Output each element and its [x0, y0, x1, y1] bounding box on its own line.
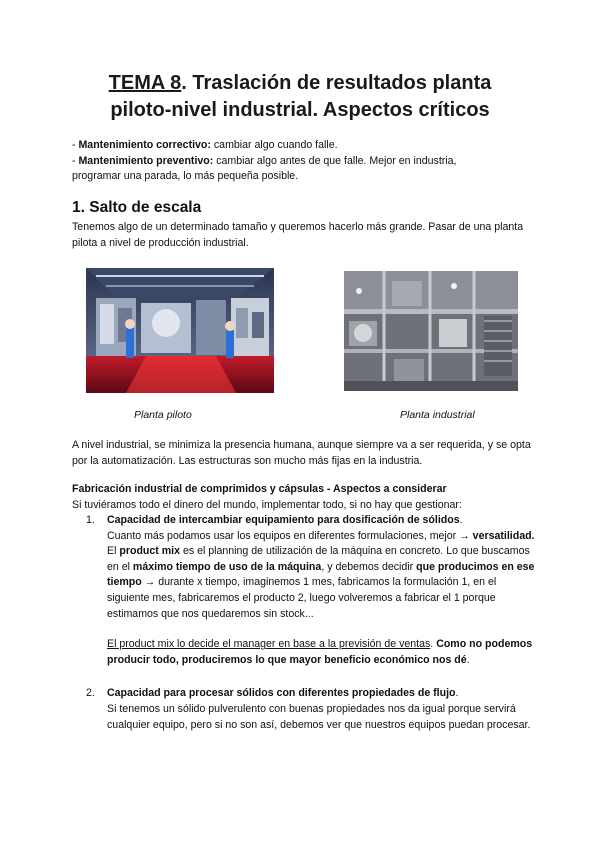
fabrication-sub: Si tuviéramos todo el dinero del mundo, implementar todo, si no hay que gestionar:	[72, 498, 462, 511]
title-prefix: TEMA 8	[108, 72, 182, 94]
industrial-plant-photo	[344, 271, 518, 391]
title-line2: piloto-nivel industrial. Aspectos críticos	[110, 99, 490, 121]
page-title	[60, 70, 540, 124]
caption-industrial: Planta industrial	[400, 409, 475, 421]
section-paragraph: Tenemos algo de un determinado tamaño y queremos hacerlo más grande. Pasar de una planta pilota a nivel de producción industrial.	[72, 221, 524, 249]
section-heading: 1. Salto de escala	[72, 199, 202, 216]
pilot-plant-photo	[86, 268, 274, 393]
maintenance-list	[72, 138, 532, 185]
maintenance-corrective: - Mantenimiento correctivo: cambiar algo cuando falle.	[72, 139, 338, 151]
caption-pilot: Planta piloto	[134, 409, 192, 421]
list-item: 1. Capacidad de intercambiar equipamiento para dosificación de sólidos. Cuanto más podamos usar los equipos en diferentes formulaciones, mejor → versatilidad. El product mix es el planning de utilización de la máquina en concreto. Lo que buscamos en el máximo tiempo de uso de la máquina, y debemos decidir que producimos en ese tiempo → durante x tiempo, imaginemos 1 mes, fabricamos la formulación 1, en el siguiente mes, fabricaremos el producto 2, luego volveremos a fabricar el 1 porque estimamos que nos quedaremos sin stock... El product mix lo decide el manager en base a la previsión de ventas. Como no podemos producir todo, produciremos lo que mayor beneficio económico nos dé.	[86, 514, 535, 666]
title-rest: . Traslación de resultados planta	[181, 72, 492, 94]
list-item: 2. Capacidad para procesar sólidos con diferentes propiedades de flujo. Si tenemos un sólido pulverulento con buenas propiedades nos da igual porque servirá cualquier equipo, pero si no son así, debemos ver que nuestros equipos puedan procesar.	[86, 687, 531, 731]
considerations-list	[86, 513, 536, 733]
industrial-paragraph: A nivel industrial, se minimiza la presencia humana, aunque siempre va a ser requerida, y se opta por la automatización. Las estructuras son mucho más fijas en la industria.	[72, 439, 531, 467]
maintenance-preventive: - Mantenimiento preventivo: cambiar algo antes de que falle. Mejor en industria,	[72, 154, 457, 167]
fabrication-heading: Fabricación industrial de comprimidos y cápsulas - Aspectos a considerar	[72, 483, 447, 495]
fabrication-block	[72, 482, 542, 513]
maintenance-note: programar una parada, lo más pequeña posible.	[72, 170, 299, 183]
